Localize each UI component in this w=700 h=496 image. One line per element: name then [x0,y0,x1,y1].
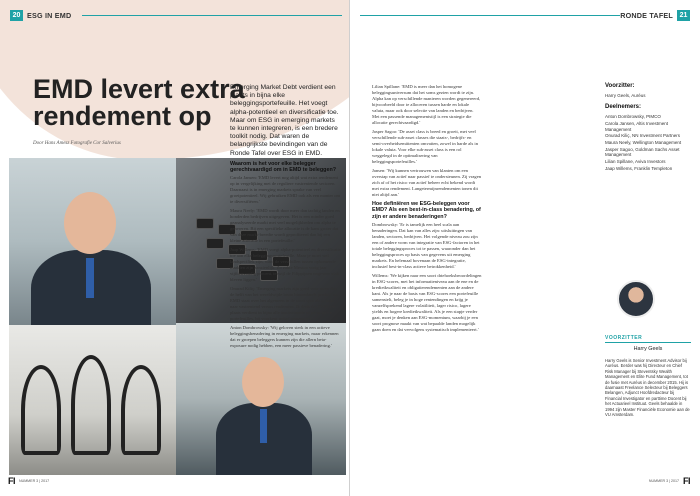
right-header [620,9,690,21]
left-header [10,9,71,21]
left-page-number: 20 [10,10,23,21]
participant: Carola Jansen, Altis Investment Management [605,120,669,132]
fi-logo: FI [8,476,15,486]
photo-speaker-1 [9,158,176,343]
participant: Lilian Spillane, Aviva Investors [605,159,666,165]
photo-chairs [9,325,176,475]
chair-label: VOORZITTER [605,335,691,343]
article-byline: Door Hans Amesz Fotografie Cor Salverius [33,141,121,146]
paragraph: Maura Neely: 'EMD wordt door meer dan tachtig landen en honderden bedrijven uitgegeven. Het is een minder goed geanalyseerde markt met veel mogelijkheden om alpha te genereren. Bij een specifieke allocatie is de kans groter dat van deze markt-breedte wordt geprofiteerd dan bij een kleine allocatie in een portefeuille.' [230,208,340,244]
text-column-1 [230,84,342,352]
chair-heading: Voorzitter: [605,83,635,89]
fi-logo: FI [683,476,690,486]
right-issue-number: NUMMER 3 | 2017 [648,479,679,483]
participant: Onurad Kiliç, NN Investment Partners [605,133,681,139]
left-issue-number: NUMMER 3 | 2017 [19,479,50,483]
chair-bio: Harry Geels is Senior Investment Advisor bij Auréus. Eerder was hij Directeur en Chief Risk Manager bij Steventsky Wealth Management en Elite Fund Management, tot de fusie met Auréus in december 2015. Hij is daarnaast Freelance Selecteur bij Beleggers Belangen, Adjunct Hoofdredacteur bij Financial Investigator en parttime Docent bij het Actuarieel Instituut. Geels behaalde in 1994 zijn Master Financiële Economie aan de VU Amsterdam. [605,358,690,418]
article-title: EMD levert extra rendement op [33,74,245,131]
right-header-rule [360,15,620,16]
article-lead: Emerging Market Debt verdient een plaats in bijna elke beleggingsportefeuille. Het voegt alpha-potentieel en diversificatie toe. Maar om ESG in emerging markets te kunnen integreren, is een bredere toolkit nodig. Dat waren de belangrijkste bevindingen van de Ronde Tafel over ESG in EMD. [230,84,339,157]
paragraph: Dombrowsky: 'Er is tamelijk een heel scala aan benaderingen. Dat kan van alles zijn: uitsluitingen van landen, sectoren, bedrijven. Het volgende niveau zou zijn een of andere vorm van integratie van ESG-factoren in het totale beleggingsproces tot te passen, waaronder dan het beleggingsproces op basis van gegevens uit emerging markets. En helemaal bovenaan de ESG-integratie, inclusief best-in-class actieve betrokkenheid.' [372,221,480,269]
participants-heading: Deelnemers: [605,104,642,111]
chair-name: Harry Geels, Auréus [605,92,646,98]
right-footer [649,476,690,486]
right-section-label: RONDE TAFEL [620,10,673,20]
paragraph: Jansen: 'Wij kunnen vertrouwen van klanten om een overstap van actief naar passief te ondersteunen. Zij vragen zich af of het risico van actief beheer echt bekend wordt met extra rendement. Langetermijnrendementen tonen dit niet altijd aan.' [372,168,482,197]
paragraph: Anton Dombrowsky: 'Wij geloven sterk in een actieve beleggingsbenadering in emerging markets, maar erkennen dat er groepen beleggers kunnen zijn die allern beta-exposure nodig hebben, een meer passieve benadering.' [230,325,339,349]
text-column-2 [372,84,482,336]
chair-avatar [617,280,655,318]
participant: Jaap Willems, Franklin Templeton [605,165,673,171]
left-section-label: ESG IN EMD [27,10,72,20]
participants-sidebar [605,84,691,172]
participant: Maura Neely, Wellington Management [605,139,682,145]
paragraph: Lilian Spillane: 'EMD is meer dan het homogene beleggingsuniversum dat het soms gezien wordt te zijn. Alpha kan op verschillende manieren worden gegenereerd, bijvoorbeeld door te alloceren tussen harde en lokale valuta, maar ook door selectie van landen en bedrijven. Met een passende managementstijl is een strategie die allocatie gerechtvaardigd.' [372,84,481,125]
participant: Anton Dombrowsky, PIMCO [605,114,661,120]
question-2: Hoe definiëren we ESG-beleggen voor EMD? Als een best-in-class benadering, of zijn er andere benaderingen? [372,201,481,220]
paragraph: Jaap Willems: 'EMD voegt alpha-potentieel en diversificatie toe aan elke beleggingsportefeuille. Maar je moet wel landspecifiek zijn, want de verschillen tussen opkomende markten zijn aanzienlijk. Zo zakte Mexico vorig jaar vijftienvoudig procent, terwijl de Filippijnen ongeveer vlak bleven liggen.' [230,247,341,283]
right-page-number: 21 [677,10,690,21]
question-1: Waarom is het voor elke belegger gerechtvaardigd om in EMD te beleggen? [230,160,337,174]
paragraph: Willems: 'We kijken naar een soort driehoeksbeoordelingen in ESG-scores, met het informatieniveau aan de ene en de kredietkwaliteit en obligatierendementen aan de andere kant. Als je naar de basis van ESG-scores een portefeuille samenstelt, beleg je in hoge rentendingen en krijg je vanzelfsprekend lagere volatiliteit, lager risico, lagere yields en hogere kredietkwaliteit. Als je een stapje verder gaat, moet je denken aan ESG-momentum, waarbij je een soort prognose maakt van wat bepaalde landen mogelijk gaan doen en dat vervolgens systematisch implementeert.' [372,272,482,332]
left-footer [8,476,49,486]
paragraph: Onurad Kiliç: 'Emerging markets zijn goed voor meer dan de helft van het wereldwijde bruto binnenlands product en EMD staat over het algemeen in de soort spot als je kijkt naar vastrentend versus rendement. Ik denk dat EMD een plaats verdient in bijna alle institutionele of particuliere portefeuilles, bij voorkeur actief gemanaged.' [230,286,338,322]
left-header-rule [82,15,342,16]
paragraph: Jasper Sagoo: 'De asset class is breed en groeit, met veel verschillende sub-asset classes die staats-, bedrijfs- en semi-overheidsemittenten omvatten, zowel in harde als in lokale valuta. Voor elke sub-asset class is een rol weggelegd in de optimalisering van beleggingsportefeuilles.' [372,129,479,164]
paragraph: Carola Jansen: 'EMD levert nog altijd wat extra rendement op in vergelijking met de reguliere vastrentende sectoren. Daarnaast is in emerging markets sprake van veel groeipotentieel. Wij gebruiken EMD ook als een manier om te diversifiëren.' [230,175,341,205]
participant: Jasper Sagoo, Goldman Sachs Asset Management [605,146,680,158]
chair-display-name: Harry Geels [633,346,663,352]
